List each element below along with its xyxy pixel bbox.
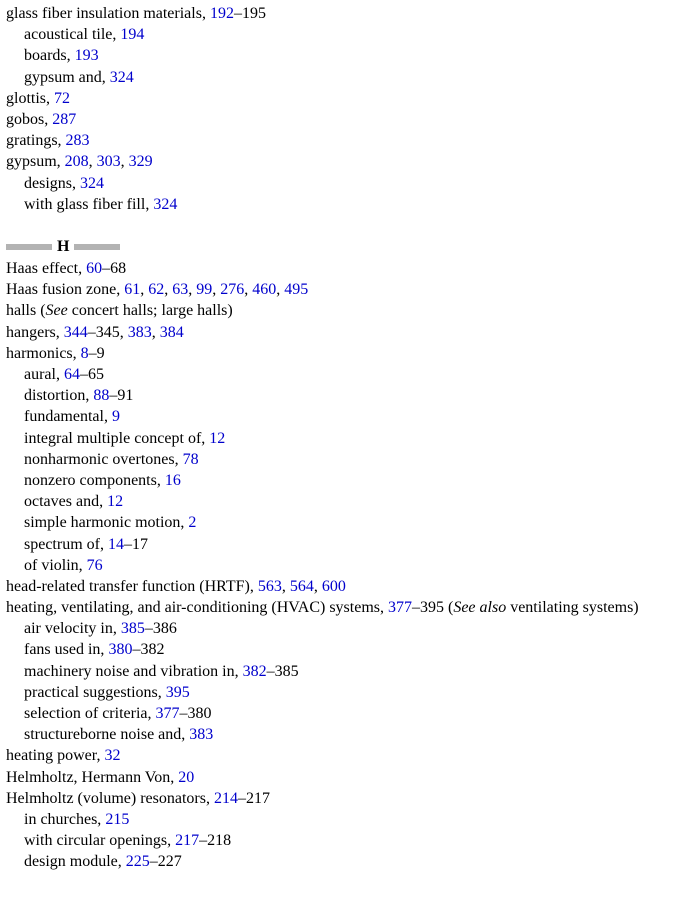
entry-text: head-related transfer function (HRTF),: [6, 577, 258, 595]
index-subentry: [0, 618, 695, 639]
entry-text: of violin,: [24, 556, 87, 574]
entry-text: structureborne noise and,: [24, 726, 190, 744]
index-entry: [0, 788, 695, 809]
entry-text: ,: [212, 281, 221, 299]
index-subentry: [0, 512, 695, 533]
entry-text: selection of criteria,: [24, 705, 156, 722]
index-entry: [0, 767, 695, 788]
entry-text: boards,: [24, 47, 75, 65]
entry-text: fundamental,: [24, 408, 112, 426]
entry-text: –385: [266, 662, 299, 680]
index-subentry: [0, 703, 695, 724]
page-link[interactable]: 283: [65, 132, 90, 150]
page-link[interactable]: 99: [196, 281, 213, 299]
index-subentry: [0, 724, 695, 745]
index-subentry: [0, 809, 695, 830]
index-entry: [0, 279, 695, 300]
index-subentry: [0, 45, 695, 66]
page-link[interactable]: 64: [63, 366, 80, 383]
entry-text: ,: [244, 281, 253, 299]
page-link[interactable]: 287: [52, 110, 77, 128]
page-link[interactable]: 324: [109, 68, 134, 86]
page-link[interactable]: 380: [108, 641, 133, 659]
entry-text: –9: [88, 344, 105, 362]
entry-text: Helmholtz (volume) resonators,: [6, 789, 214, 807]
index-entry: [0, 151, 695, 172]
entry-text: with circular openings,: [24, 832, 176, 850]
entry-text: ,: [276, 281, 285, 299]
entry-text: heating power,: [6, 747, 105, 765]
index-subentry: [0, 67, 695, 88]
section-spacer: [0, 215, 695, 237]
entry-text: ,: [120, 153, 129, 171]
index-entry: [0, 109, 695, 130]
section-heading: [0, 237, 695, 258]
entry-text: ,: [313, 577, 322, 595]
entry-text: heating, ventilating, and air-conditioning (HVAC) systems,: [6, 599, 388, 617]
index-subentry: [0, 24, 695, 45]
entry-text: –382: [132, 641, 165, 659]
entry-text: aural,: [24, 366, 64, 383]
index-subentry: [0, 639, 695, 660]
entry-text: distortion,: [24, 387, 94, 405]
index-entry: [0, 258, 695, 279]
index-subentry: [0, 449, 695, 470]
page-link[interactable]: 63: [172, 281, 189, 299]
page-link[interactable]: 16: [164, 471, 181, 489]
page-link[interactable]: 385: [120, 620, 145, 638]
index-entry: [0, 597, 695, 618]
page-link[interactable]: 383: [189, 726, 214, 744]
entry-text: ,: [151, 323, 160, 341]
page-link[interactable]: 62: [148, 281, 165, 299]
entry-text: design module,: [24, 853, 126, 871]
entry-text: –345,: [87, 323, 128, 341]
page-link[interactable]: 460: [252, 281, 277, 299]
index-subentry: [0, 194, 695, 215]
index-entry: [0, 130, 695, 151]
index-subentry: [0, 555, 695, 576]
page-link[interactable]: 276: [220, 281, 245, 299]
entry-text: –65: [79, 366, 104, 383]
entry-text: gratings,: [6, 132, 66, 150]
page-link[interactable]: 324: [80, 174, 104, 192]
page-link[interactable]: 208: [64, 153, 89, 171]
page-link[interactable]: 495: [284, 281, 309, 299]
page-link[interactable]: 225: [125, 853, 150, 871]
page-link[interactable]: 8: [80, 344, 89, 362]
entry-text: gobos,: [6, 110, 53, 128]
entry-text: –68: [102, 260, 127, 278]
page-link[interactable]: 215: [105, 810, 130, 828]
entry-text: –380: [179, 705, 212, 722]
index-subentry: [0, 491, 695, 512]
page-link[interactable]: 329: [128, 153, 153, 171]
page-link[interactable]: 61: [124, 281, 141, 299]
index-entry: [0, 576, 695, 597]
page-link[interactable]: 60: [86, 260, 103, 278]
entry-text: Helmholtz, Hermann Von,: [6, 768, 179, 786]
page-link[interactable]: 303: [96, 153, 121, 171]
page-link[interactable]: 563: [257, 577, 282, 595]
entry-text: –395 (: [412, 599, 454, 617]
cross-reference-label: See: [45, 302, 68, 320]
page-link[interactable]: 78: [182, 450, 199, 468]
index-subentry: [0, 173, 695, 194]
entry-text: machinery noise and vibration in,: [24, 662, 243, 680]
entry-text: fans used in,: [24, 641, 109, 659]
index-entry: [0, 745, 695, 766]
entry-text: glottis,: [6, 89, 55, 107]
page-link[interactable]: 12: [107, 493, 124, 511]
entry-text: hangers,: [6, 323, 64, 341]
page-link[interactable]: 377: [155, 705, 180, 722]
index-subentry: [0, 682, 695, 703]
page-link[interactable]: 395: [165, 683, 190, 701]
page-link[interactable]: 384: [159, 323, 184, 341]
entry-text: ,: [88, 153, 97, 171]
entry-text: with glass fiber fill,: [24, 195, 154, 213]
entry-text: ,: [140, 281, 149, 299]
entry-text: ,: [164, 281, 173, 299]
page-link[interactable]: 383: [127, 323, 152, 341]
page-link[interactable]: 9: [111, 408, 120, 426]
section-bar-left: [6, 244, 52, 250]
page-link[interactable]: 600: [321, 577, 346, 595]
entry-text: practical suggestions,: [24, 683, 166, 701]
page-link[interactable]: 88: [93, 387, 110, 405]
page-link[interactable]: 192: [209, 5, 234, 22]
index-entry: [0, 343, 695, 364]
index-subentry: [0, 534, 695, 555]
index-subentry: [0, 830, 695, 851]
entry-text: halls (: [6, 302, 46, 320]
entry-text: –91: [109, 387, 134, 405]
index-subentry: [0, 851, 695, 872]
entry-text: concert halls; large halls): [67, 302, 233, 320]
section-letter: H: [57, 238, 70, 256]
index-entry: [0, 3, 695, 24]
entry-text: –218: [199, 832, 232, 850]
entry-text: air velocity in,: [24, 620, 121, 638]
entry-text: gypsum,: [6, 153, 65, 171]
entry-text: –227: [149, 853, 182, 871]
entry-text: harmonics,: [6, 344, 81, 362]
index-subentry: [0, 661, 695, 682]
entry-text: octaves and,: [24, 493, 108, 511]
page-link[interactable]: 564: [289, 577, 314, 595]
page-link[interactable]: 12: [209, 429, 226, 447]
page-link[interactable]: 194: [120, 26, 145, 44]
entry-text: ventilating systems): [506, 599, 639, 617]
entry-text: gypsum and,: [24, 68, 110, 86]
entry-text: –386: [144, 620, 177, 638]
entry-text: glass fiber insulation materials,: [6, 5, 210, 22]
page-link[interactable]: 344: [63, 323, 88, 341]
page-link[interactable]: 217: [175, 832, 200, 850]
page-link[interactable]: 76: [86, 556, 103, 574]
index-subentry: [0, 406, 695, 427]
index-entry: [0, 88, 695, 109]
page-link[interactable]: 193: [74, 47, 99, 65]
entry-text: ,: [188, 281, 197, 299]
entry-text: Haas fusion zone,: [6, 281, 125, 299]
entry-text: acoustical tile,: [24, 26, 121, 44]
page-link[interactable]: 72: [54, 89, 71, 107]
page-link[interactable]: 2: [188, 514, 197, 532]
entry-text: nonharmonic overtones,: [24, 450, 183, 468]
entry-text: –17: [123, 535, 148, 553]
entry-text: –217: [237, 789, 270, 807]
index-subentry: [0, 428, 695, 449]
cross-reference-label: See also: [453, 599, 507, 617]
page-link[interactable]: 214: [213, 789, 238, 807]
index-entry: [0, 300, 695, 321]
entry-text: simple harmonic motion,: [24, 514, 189, 532]
entry-text: Haas effect,: [6, 260, 87, 278]
page-link[interactable]: 324: [153, 195, 178, 213]
page-link[interactable]: 377: [388, 599, 412, 617]
index-subentry: [0, 385, 695, 406]
entry-text: designs,: [24, 174, 80, 192]
entry-text: –195: [233, 5, 266, 22]
index-subentry: [0, 364, 695, 385]
entry-text: spectrum of,: [24, 535, 108, 553]
page-link[interactable]: 32: [104, 747, 121, 765]
index-entry: [0, 322, 695, 343]
entry-text: ,: [281, 577, 290, 595]
entry-text: integral multiple concept of,: [24, 429, 210, 447]
page-link[interactable]: 382: [242, 662, 267, 680]
index-subentry: [0, 470, 695, 491]
entry-text: in churches,: [24, 810, 106, 828]
page-link[interactable]: 14: [107, 535, 124, 553]
section-bar-right: [74, 244, 120, 250]
page-link[interactable]: 20: [178, 768, 195, 786]
entry-text: nonzero components,: [24, 471, 165, 489]
